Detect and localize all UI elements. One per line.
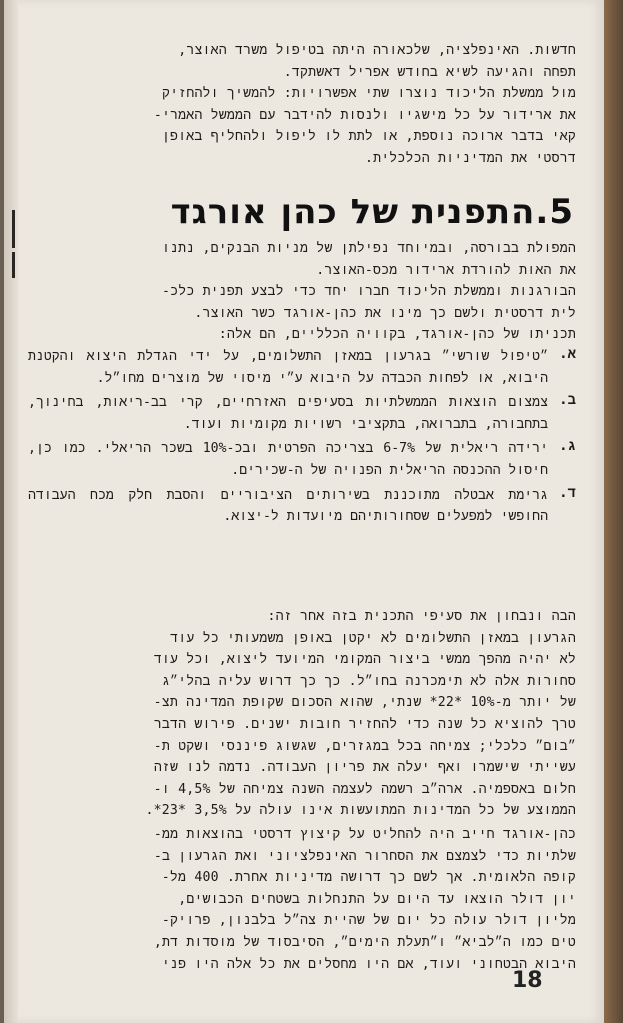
- plan-item: [28, 438, 576, 481]
- text-line: כהן-אורגד חייב היה להחליט על קיצוץ דרסטי בהוצאות ממ-: [153, 827, 576, 842]
- margin-ink-mark: [12, 252, 15, 278]
- text-line: לא יהיה מהפך ממשי ביצור המקומי המיועד ליצוא, וכל עוד: [153, 652, 576, 668]
- plan-item-text: ירידה ריאלית של 6-7% בצריכה הפרטית ובכ-10% בשכר הריאלי. כמו כן, חיסול ההכנסה הריאלית הפנויה של ה-שכירים.: [28, 441, 548, 478]
- text-line: קאי בדבר ארוכה נוספת, או לתת לו ליפול ולהחליף באופן: [161, 129, 576, 145]
- text-line: דרסטי את המדיניות הכלכלית.: [364, 150, 576, 166]
- plan-item-text: גרימת אבטלה מתוכננת בשירותים הציבוריים והסבת חלק מכח העבודה החופשי למפעלים שסחורותיהם מיועדות ל-יצוא.: [28, 487, 548, 525]
- text-line: ״בום״ כלכלי; צמיחה בכל במגזרים, שגשוג פיננסי ושקט ת-: [153, 738, 576, 754]
- plan-item-marker: ג.: [559, 438, 576, 455]
- margin-ink-mark: [12, 210, 15, 248]
- text-line: קופה הלאומית. אך לשם כך דרושה מדיניות אחרת. 400 מל-: [161, 870, 576, 886]
- page-binding-shadow: [4, 0, 18, 1023]
- text-line: הבורגנות וממשלת הליכוד חברו יחד כדי לבצע תפנית כלכ-: [161, 284, 576, 300]
- text-line: את האות להורדת ארידור מכס-האוצר.: [316, 262, 576, 278]
- text-line: מול ממשלת הליכוד נוצרו שתי אפשרויות: להמשיך ולהחזיק: [161, 86, 576, 102]
- text-line: סחורות אלה לא תימכרנה בחו״ל. כך כך דרוש עליה בהלי״ג: [161, 673, 576, 689]
- plan-item-marker: א.: [559, 346, 576, 362]
- text-line: שלתיות כדי לצמצם את הסחרור האינפלציוני ואת הגרעון ב-: [153, 848, 576, 864]
- section-heading: 5.התפנית של כהן אורגד: [170, 192, 574, 232]
- page-number: 18: [512, 968, 543, 993]
- text-line: היבוא הבטחוני ועוד, אם היו מחסלים את כל אלה היו פני: [161, 956, 576, 972]
- plan-item: [28, 392, 576, 435]
- text-line: את ארידור על כל מישגיו ולנסות להידבר עם הממשל האמרי-: [153, 107, 576, 123]
- plan-item: [28, 346, 576, 389]
- text-line: תכניתו של כהן-אורגד, בקוויה הכלליים, הם אלה:: [218, 327, 576, 343]
- book-cover-edge: [604, 0, 623, 1023]
- analysis-paragraph: [28, 606, 576, 822]
- intro-paragraph: [28, 238, 576, 346]
- top-paragraph: [28, 40, 576, 170]
- text-line: המפולת בבורסה, ובמיוחד נפילתן של מניות הבנקים, נתנו: [161, 241, 576, 256]
- text-line: הממוצע של כל המדינות המתועשות אינו עולה על 3,5% *23*.: [145, 803, 576, 819]
- plan-item-text: צמצום הוצאות הממשלתיות בסעיפים האזרחיים, קרי בב-ריאות, בחינוך, בתחבורה, בתברואה, בתקציבי רשויות מקומיות ועוד.: [28, 395, 548, 432]
- text-line: עשייתי שישמרו ואף יעלה את פריון העבודה. נדמה לנו שזה: [153, 760, 576, 776]
- plan-item-marker: ד.: [559, 484, 576, 501]
- text-line: טים כמו ה״לביא״ ו״תעלת הימים״, הסיבסוד של מוסדות דת,: [153, 934, 576, 950]
- plan-item-marker: ב.: [559, 392, 576, 409]
- text-line: חדשות. האינפלציה, שלכאורה היתה בטיפול משרד האוצר,: [178, 43, 576, 58]
- last-paragraph: [28, 824, 576, 975]
- text-line: הגרעון במאזן התשלומים לא יקטן באופן משמעותי כל עוד: [170, 630, 576, 646]
- text-line: יון דולר הוצאו עד היום על התנחלות בשטחים הכבושים,: [178, 891, 576, 907]
- plan-item-text: ״טיפול שורשי״ בגרעון במאזן התשלומים, על ידי הגדלת היצוא והקטנת היבוא, או לפחות הכבדה על היבוא ע״י מיסוי של מוצרים מחו״ל.: [28, 349, 548, 386]
- text-line: טרך להוציא כל שנה כדי להחזיר חובות ישנים. פירוש הדבר: [153, 716, 576, 732]
- plan-item: [28, 485, 576, 528]
- text-line: חלום באספמיה. ארה״ב רשמה לעצמה השנה צמיחה של 4,5% ו-: [153, 781, 576, 797]
- text-line: מליון דולר עולה כל יום של שהיית צה״ל בלבנון, פרויק-: [161, 913, 576, 929]
- plan-list: [28, 346, 576, 531]
- text-line: של יותר מ-10% *22* שנתי, שהוא הסכום שקופת המדינה תצ-: [153, 695, 576, 711]
- text-line: לית דרסטית ולשם כך מינו את כהן-אורגד כשר האוצר.: [194, 305, 576, 321]
- text-line: הבה ונבחון את סעיפי התכנית בזה אחר זה:: [267, 609, 576, 624]
- text-line: תפחה והגיעה לשיא בחודש אפריל דאשתקד.: [283, 64, 576, 80]
- book-page: [4, 0, 604, 1023]
